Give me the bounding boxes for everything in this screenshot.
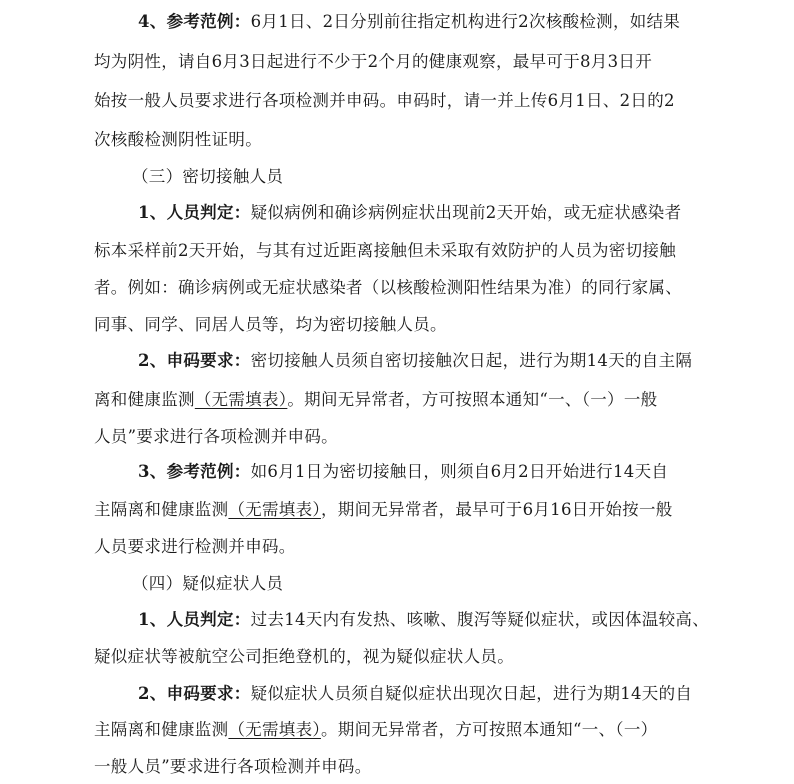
text: 同事、同学、同居人员等，均为密切接触人员。 — [94, 315, 447, 334]
underlined-note: （无需填表） — [228, 720, 321, 739]
section-heading — [0, 166, 794, 188]
text: 主隔离和健康监测 — [94, 500, 229, 519]
text: 如6月1日为密切接触日，则须自6月2日开始进行14天自 — [250, 462, 669, 481]
heading-text: （三）密切接触人员 — [132, 167, 284, 186]
paragraph-line — [0, 11, 794, 33]
text: 标本采样前2天开始，与其有过近距离接触但未采取有效防护的人员为密切接触 — [94, 241, 676, 260]
text: 主隔离和健康监测 — [94, 720, 229, 739]
text: 过去14天内有发热、咳嗽、腹泻等疑似症状，或因体温较高、 — [250, 610, 709, 629]
paragraph-line — [0, 609, 794, 631]
text: 疑似病例和确诊病例症状出现前2天开始，或无症状感染者 — [250, 203, 682, 222]
item-label: 1、人员判定： — [138, 203, 251, 222]
paragraph-line — [0, 90, 794, 112]
paragraph-line — [0, 314, 794, 336]
underlined-note: （无需填表） — [194, 390, 288, 409]
text: 6月1日、2日分别前往指定机构进行2次核酸检测，如结果 — [250, 12, 681, 31]
paragraph-line — [0, 202, 794, 224]
heading-text: （四）疑似症状人员 — [132, 574, 284, 593]
paragraph-line — [0, 277, 794, 299]
text: 均为阴性，请自6月3日起进行不少于2个月的健康观察，最早可于8月3日开 — [94, 52, 652, 71]
text: 次核酸检测阴性证明。 — [94, 130, 262, 149]
text: 离和健康监测 — [94, 390, 195, 409]
paragraph-line — [0, 499, 794, 521]
item-label: 1、人员判定： — [138, 610, 251, 629]
text: 者。例如：确诊病例或无症状感染者（以核酸检测阳性结果为准）的同行家属、 — [94, 278, 682, 297]
paragraph-line — [0, 461, 794, 483]
paragraph-line — [0, 240, 794, 262]
section-heading — [0, 573, 794, 595]
paragraph-line — [0, 51, 794, 73]
text: 人员”要求进行各项检测并申码。 — [94, 427, 338, 446]
paragraph-line — [0, 350, 794, 372]
text: 疑似症状人员须自疑似症状出现次日起，进行为期14天的自 — [250, 684, 693, 703]
item-label: 3、参考范例： — [138, 462, 251, 481]
item-label: 2、申码要求： — [138, 684, 251, 703]
paragraph-line — [0, 389, 794, 411]
text: ，期间无异常者，最早可于6月16日开始按一般 — [320, 500, 673, 519]
text: 密切接触人员须自密切接触次日起，进行为期14天的自主隔 — [250, 351, 693, 370]
underlined-note: （无需填表） — [228, 500, 321, 519]
text: 。期间无异常者，方可按照本通知“一、（一） — [320, 720, 658, 739]
item-label: 2、申码要求： — [138, 351, 251, 370]
paragraph-line — [0, 756, 794, 778]
paragraph-line — [0, 719, 794, 741]
paragraph-line — [0, 426, 794, 448]
paragraph-line — [0, 536, 794, 558]
text: 始按一般人员要求进行各项检测并申码。申码时，请一并上传6月1日、2日的2 — [94, 91, 675, 110]
item-label: 4、参考范例： — [138, 12, 251, 31]
paragraph-line — [0, 129, 794, 151]
text: 疑似症状等被航空公司拒绝登机的，视为疑似症状人员。 — [94, 647, 514, 666]
text: 人员要求进行检测并申码。 — [94, 537, 296, 556]
text: 。期间无异常者，方可按照本通知“一、（一）一般 — [287, 390, 658, 409]
paragraph-line — [0, 683, 794, 705]
paragraph-line — [0, 646, 794, 668]
text: 一般人员”要求进行各项检测并申码。 — [94, 757, 372, 776]
